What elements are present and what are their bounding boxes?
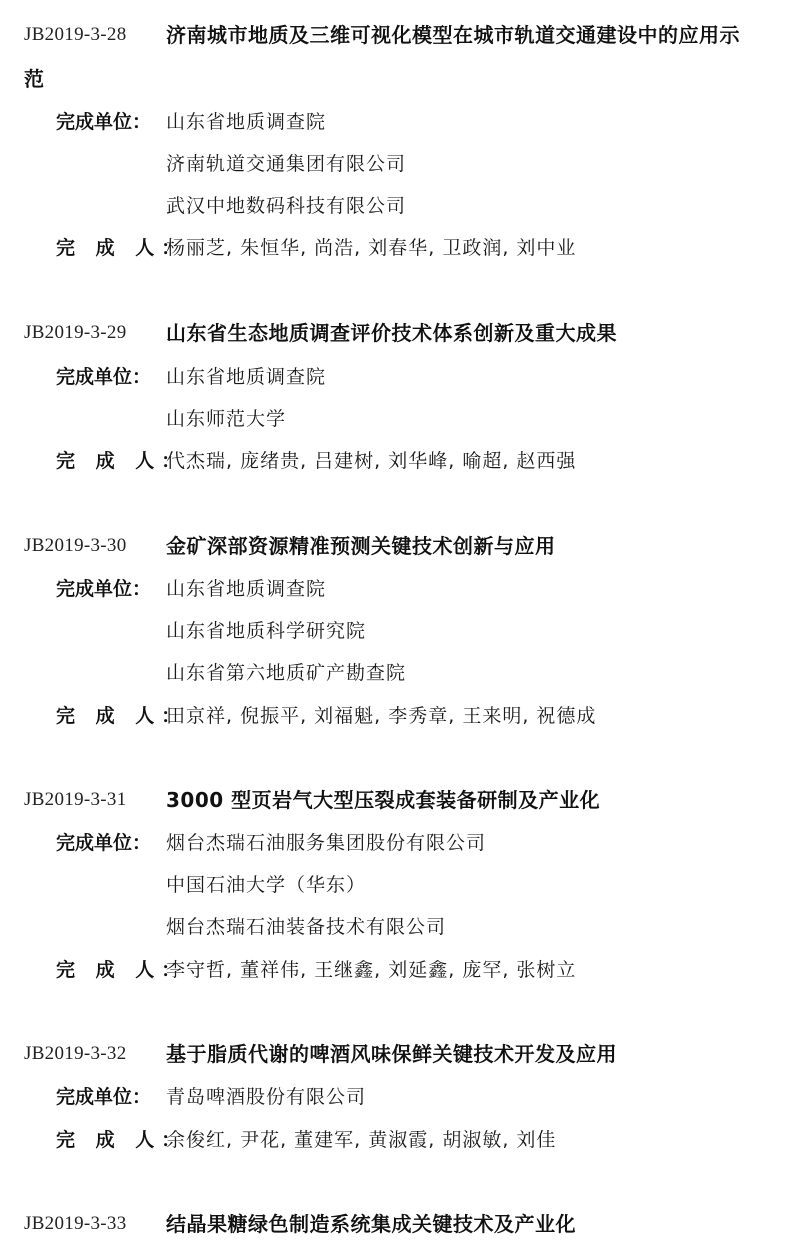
unit-item: 山东省地质调查院 bbox=[166, 111, 327, 133]
entry-title: 金矿深部资源精准预测关键技术创新与应用 bbox=[166, 534, 556, 558]
people-label: 完 成 人： bbox=[56, 1129, 188, 1151]
entry-title: 山东省生态地质调查评价技术体系创新及重大成果 bbox=[166, 321, 617, 345]
unit-item: 中国石油大学（华东） bbox=[166, 874, 367, 896]
people-list: 代杰瑞, 庞绪贵, 吕建树, 刘华峰, 喻超, 赵西强 bbox=[166, 450, 577, 472]
people-label: 完 成 人： bbox=[56, 705, 188, 727]
people-label: 完 成 人： bbox=[56, 237, 188, 259]
entry-code: JB2019-3-30 bbox=[24, 535, 127, 556]
people-label: 完 成 人： bbox=[56, 959, 188, 981]
unit-item: 山东师范大学 bbox=[166, 408, 287, 430]
unit-item: 武汉中地数码科技有限公司 bbox=[166, 195, 407, 217]
entry-code: JB2019-3-31 bbox=[24, 789, 127, 810]
entry-title: 基于脂质代谢的啤酒风味保鲜关键技术开发及应用 bbox=[166, 1042, 617, 1066]
unit-item: 山东省第六地质矿产勘查院 bbox=[166, 662, 407, 684]
unit-item: 烟台杰瑞石油服务集团股份有限公司 bbox=[166, 832, 487, 854]
people-list: 田京祥, 倪振平, 刘福魁, 李秀章, 王来明, 祝德成 bbox=[166, 705, 597, 727]
people-list: 杨丽芝, 朱恒华, 尚浩, 刘春华, 卫政润, 刘中业 bbox=[166, 237, 577, 259]
unit-item: 烟台杰瑞石油装备技术有限公司 bbox=[166, 916, 447, 938]
entry-title: 3000 型页岩气大型压裂成套装备研制及产业化 bbox=[166, 788, 601, 812]
entry-code: JB2019-3-28 bbox=[24, 24, 127, 45]
people-label: 完 成 人： bbox=[56, 450, 188, 472]
units-label: 完成单位： bbox=[56, 578, 152, 600]
units-label: 完成单位： bbox=[56, 111, 152, 133]
people-list: 余俊红, 尹花, 董建军, 黄淑霞, 胡淑敏, 刘佳 bbox=[166, 1129, 557, 1151]
entry-code: JB2019-3-33 bbox=[24, 1213, 127, 1234]
unit-item: 山东省地质科学研究院 bbox=[166, 620, 367, 642]
unit-item: 山东省地质调查院 bbox=[166, 366, 327, 388]
units-label: 完成单位： bbox=[56, 366, 152, 388]
unit-item: 山东省地质调查院 bbox=[166, 578, 327, 600]
unit-item: 青岛啤酒股份有限公司 bbox=[166, 1086, 367, 1108]
entry-code: JB2019-3-29 bbox=[24, 322, 127, 343]
unit-item: 济南轨道交通集团有限公司 bbox=[166, 153, 407, 175]
units-label: 完成单位： bbox=[56, 832, 152, 854]
entry-code: JB2019-3-32 bbox=[24, 1043, 127, 1064]
people-list: 李守哲, 董祥伟, 王继鑫, 刘延鑫, 庞罕, 张树立 bbox=[166, 959, 577, 981]
entry-title: 济南城市地质及三维可视化模型在城市轨道交通建设中的应用示 bbox=[166, 23, 740, 47]
entry-title-continuation: 范 bbox=[24, 67, 44, 91]
units-label: 完成单位： bbox=[56, 1086, 152, 1108]
entry-title: 结晶果糖绿色制造系统集成关键技术及产业化 bbox=[166, 1212, 576, 1236]
